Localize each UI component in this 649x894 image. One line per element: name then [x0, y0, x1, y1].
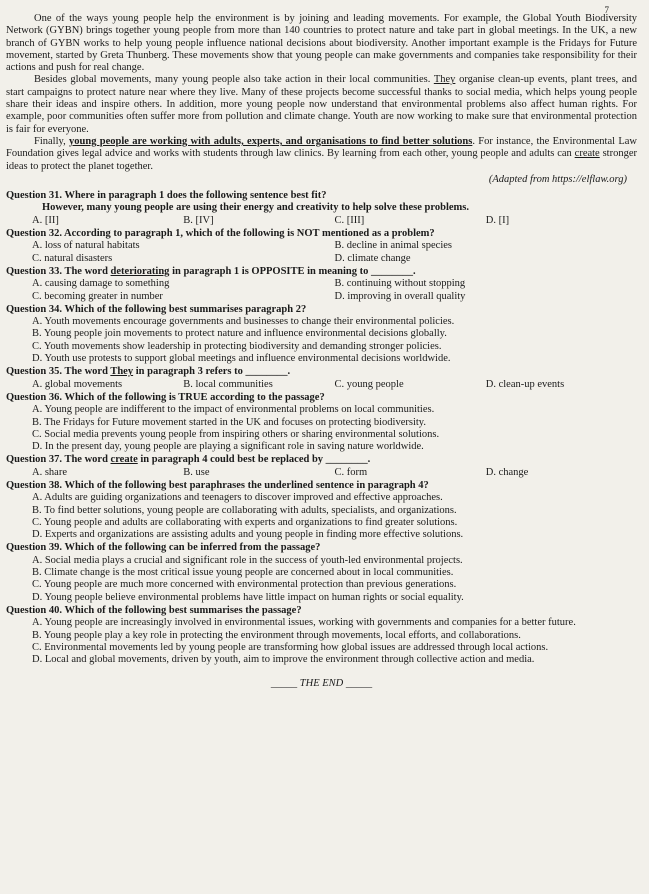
option-d[interactable]: D. change	[485, 466, 529, 478]
p3-text-post: stronger ideas to protect the planet together.	[6, 148, 637, 172]
option-b[interactable]: B. use	[183, 466, 210, 478]
option-d[interactable]: D. Local and global movements, driven by youth, aim to improve the environment through collective action and media.	[32, 654, 535, 666]
underlined-create: create	[574, 148, 600, 160]
question-37	[6, 454, 637, 479]
option-d[interactable]: D. improving in overall quality	[334, 290, 466, 302]
question-31	[6, 190, 637, 227]
corner-mark: 7	[604, 5, 609, 15]
question-stem	[6, 266, 637, 278]
option-c[interactable]: C. Environmental movements led by young people are transforming how global issues are addressed through local actions.	[32, 641, 549, 653]
question-36	[6, 392, 637, 453]
options-row	[6, 240, 637, 252]
option-b[interactable]: B. [IV]	[183, 214, 214, 226]
option-d[interactable]: D. climate change	[334, 252, 411, 264]
option-d[interactable]: D. [I]	[485, 214, 510, 226]
p2-text-post: organise clean-up events, plant trees, and start campaigns to protect nature near where they live. Many of these projects become successful thanks to social media, which helps young people share their ideas and inspire others. In addition, more young people now understand that environmental problems also affect human rights. For example, poor communities often suffer more from pollution and climate change. Youth are now working to make sure that environmental protection is fair for everyone.	[6, 74, 638, 135]
p3-text-pre: Finally,	[34, 135, 70, 147]
question-stem: Question 38. Which of the following best paraphrases the underlined sentence in paragraph 4?	[6, 479, 429, 491]
question-39	[6, 542, 637, 603]
option-c[interactable]: C. Young people and adults are collaborating with experts and organizations to find greater solutions.	[32, 516, 458, 528]
stem-pre: Question 33. The word	[6, 265, 111, 277]
option-a[interactable]: A. global movements	[32, 378, 123, 390]
option-b[interactable]: B. decline in animal species	[334, 240, 453, 252]
stem-post: in paragraph 4 could best be replaced by ________.	[137, 454, 371, 466]
question-35	[6, 366, 637, 391]
question-stem: Question 32. According to paragraph 1, which of the following is NOT mentioned as a problem?	[6, 228, 435, 240]
option-c[interactable]: C. Social media prevents young people from inspiring others or sharing environmental solutions.	[32, 428, 440, 440]
passage-paragraph-3	[6, 136, 637, 173]
question-33	[6, 266, 637, 303]
insert-sentence: However, many young people are using their energy and creativity to help solve these problems.	[42, 202, 469, 214]
option-b[interactable]: B. local communities	[183, 378, 273, 390]
option-c[interactable]: C. [III]	[334, 214, 365, 226]
stem-post: in paragraph 3 refers to ________.	[133, 366, 291, 378]
option-d[interactable]: D. Young people believe environmental problems have little impact on human rights or social equality.	[32, 591, 464, 603]
stem-post: in paragraph 1 is OPPOSITE in meaning to ________.	[169, 265, 416, 277]
p3-text-mid: . For instance, the Environmental Law Foundation gives legal advice and works with students through law clinics. By learning from each other, young people and adults can	[6, 135, 638, 160]
option-c[interactable]: C. young people	[334, 378, 404, 390]
option-a[interactable]: A. Young people are indifferent to the impact of environmental problems on local communities.	[32, 404, 435, 416]
question-stem	[6, 454, 637, 466]
stem-word: deteriorating	[110, 265, 170, 277]
option-b[interactable]: B. Young people play a key role in protecting the environment through movements, local efforts, and collaborations.	[32, 629, 521, 641]
question-stem: Question 39. Which of the following can be inferred from the passage?	[6, 542, 321, 554]
question-stem: Question 40. Which of the following best summarises the passage?	[6, 604, 302, 616]
option-d[interactable]: D. In the present day, young people are playing a significant role in saving nature worldwide.	[32, 441, 424, 453]
option-b[interactable]: B. continuing without stopping	[334, 278, 466, 290]
option-b[interactable]: B. Young people join movements to protect nature and influence environmental decisions globally.	[32, 328, 447, 340]
underlined-they: They	[433, 74, 456, 86]
stem-pre: Question 35. The word	[6, 366, 111, 378]
option-d[interactable]: D. Youth use protests to support global meetings and influence environmental decisions worldwide.	[32, 353, 451, 365]
question-38	[6, 480, 637, 541]
passage-paragraph-2	[6, 74, 637, 135]
options-row	[6, 253, 637, 265]
option-a[interactable]: A. share	[32, 466, 67, 478]
option-a[interactable]: A. Adults are guiding organizations and teenagers to discover improved and effective approaches.	[32, 492, 443, 504]
question-stem: Question 31. Where in paragraph 1 does the following sentence best fit?	[6, 190, 327, 202]
options-row	[6, 379, 637, 391]
option-b[interactable]: B. The Fridays for Future movement started in the UK and focuses on protecting biodiversity.	[32, 416, 426, 428]
p2-text-pre: Besides global movements, many young people also take action in their local communities.	[34, 74, 434, 86]
reading-passage	[6, 13, 637, 186]
question-stem: Question 36. Which of the following is TRUE according to the passage?	[6, 391, 325, 403]
underlined-sentence: young people are working with adults, experts, and organisations to find better solutions	[69, 135, 473, 147]
stem-word: They	[110, 366, 134, 378]
option-b[interactable]: B. Climate change is the most critical issue young people are concerned about in local communities.	[32, 567, 454, 579]
option-c[interactable]: C. Youth movements show leadership in protecting biodiversity and demanding stronger policies.	[32, 340, 442, 352]
option-a[interactable]: A. Social media plays a crucial and significant role in the success of youth-led environmental projects.	[32, 554, 463, 566]
option-a[interactable]: A. Young people are increasingly involved in environmental issues, working with governments and companies for a better future.	[32, 617, 576, 629]
option-a[interactable]: A. causing damage to something	[32, 278, 170, 290]
stem-pre: Question 37. The word	[6, 454, 111, 466]
option-d[interactable]: D. clean-up events	[485, 378, 565, 390]
options-row	[6, 291, 637, 303]
option-c[interactable]: C. form	[334, 466, 368, 478]
option-c[interactable]: C. Young people are much more concerned with environmental protection than previous generations.	[32, 579, 457, 591]
question-34	[6, 304, 637, 365]
option-c[interactable]: C. becoming greater in number	[32, 290, 163, 302]
option-a[interactable]: A. Youth movements encourage governments and businesses to change their environmental policies.	[32, 316, 455, 328]
question-40	[6, 605, 637, 666]
end-marker: _____ THE END _____	[270, 678, 373, 690]
option-a[interactable]: A. loss of natural habitats	[32, 240, 140, 252]
question-32	[6, 228, 637, 265]
options-row	[6, 278, 637, 290]
options-row	[6, 215, 637, 227]
option-c[interactable]: C. natural disasters	[32, 252, 113, 264]
source-credit: (Adapted from https://elflaw.org)	[488, 173, 627, 185]
option-a[interactable]: A. [II]	[32, 214, 59, 226]
question-stem: Question 34. Which of the following best summarises paragraph 2?	[6, 303, 307, 315]
passage-paragraph-1: One of the ways young people help the environment is by joining and leading movements. For example, the Global Youth Biodiversity Network (GYBN) brings together young people from more than 140 countries to protect nature and take part in global meetings. In the UK, a new branch of GYBN works to help young people influence national decisions about biodiversity. Another important example is the Fridays for Future movement, started by Greta Thunberg. These movements show that young people can make governments and companies take responsibility for their actions and push for real change.	[6, 13, 637, 74]
option-d[interactable]: D. Experts and organizations are assisting adults and young people in finding more effective solutions.	[32, 529, 464, 541]
options-row	[6, 467, 637, 479]
stem-word: create	[110, 454, 138, 466]
option-b[interactable]: B. To find better solutions, young people are collaborating with adults, specialists, and organizations.	[32, 504, 457, 516]
question-stem	[6, 366, 637, 378]
